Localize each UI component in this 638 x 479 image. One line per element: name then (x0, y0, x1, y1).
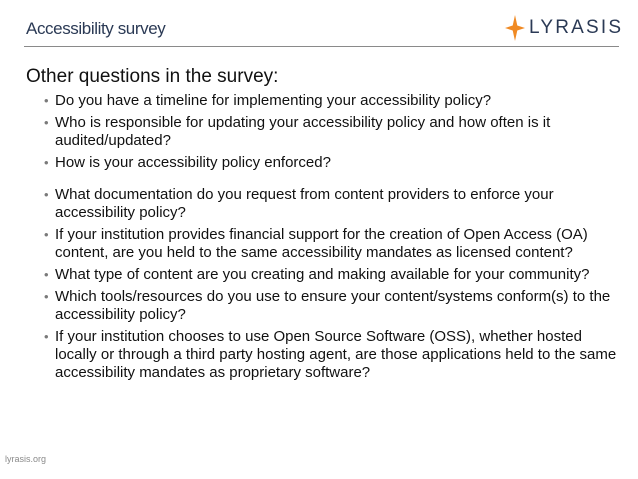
title-divider (24, 46, 619, 47)
question-text: If your institution provides financial support for the creation of Open Access (OA) content, are you held to the same accessibility mandates as licensed content? (55, 226, 588, 261)
question-text: Who is responsible for updating your accessibility policy and how often is it audited/updated? (55, 114, 551, 149)
question-item (44, 288, 624, 324)
question-text: If your institution chooses to use Open Source Software (OSS), whether hosted locally or through a third party hosting agent, are those applications held to the same accessibility mandates as proprietary software? (55, 328, 617, 381)
question-item (44, 186, 624, 222)
question-text: How is your accessibility policy enforced? (55, 154, 331, 171)
question-item (44, 154, 624, 172)
content-heading: Other questions in the survey: (26, 66, 279, 87)
question-item (44, 226, 624, 262)
footer-url: lyrasis.org (5, 454, 47, 464)
question-item (44, 92, 624, 110)
question-text: What type of content are you creating and making available for your community? (55, 266, 590, 283)
question-text: Do you have a timeline for implementing your accessibility policy? (55, 92, 492, 109)
logo-wordmark: LYRASIS (529, 17, 624, 38)
question-item (44, 328, 624, 382)
bullet-dot-icon: • (44, 227, 49, 242)
question-text: Which tools/resources do you use to ensure your content/systems conform(s) to the accessibility policy? (55, 288, 611, 323)
question-list (44, 92, 624, 386)
question-text: What documentation do you request from content providers to enforce your accessibility policy? (55, 186, 554, 221)
bullet-dot-icon: • (44, 329, 49, 344)
question-item (44, 266, 624, 284)
bullet-dot-icon: • (44, 267, 49, 282)
question-item (44, 114, 624, 150)
lyrasis-logo (505, 15, 623, 41)
four-point-star-icon (505, 15, 525, 41)
bullet-dot-icon: • (44, 115, 49, 130)
slide-title: Accessibility survey (26, 19, 166, 38)
bullet-dot-icon: • (44, 155, 49, 170)
bullet-dot-icon: • (44, 289, 49, 304)
bullet-dot-icon: • (44, 93, 49, 108)
bullet-dot-icon: • (44, 187, 49, 202)
